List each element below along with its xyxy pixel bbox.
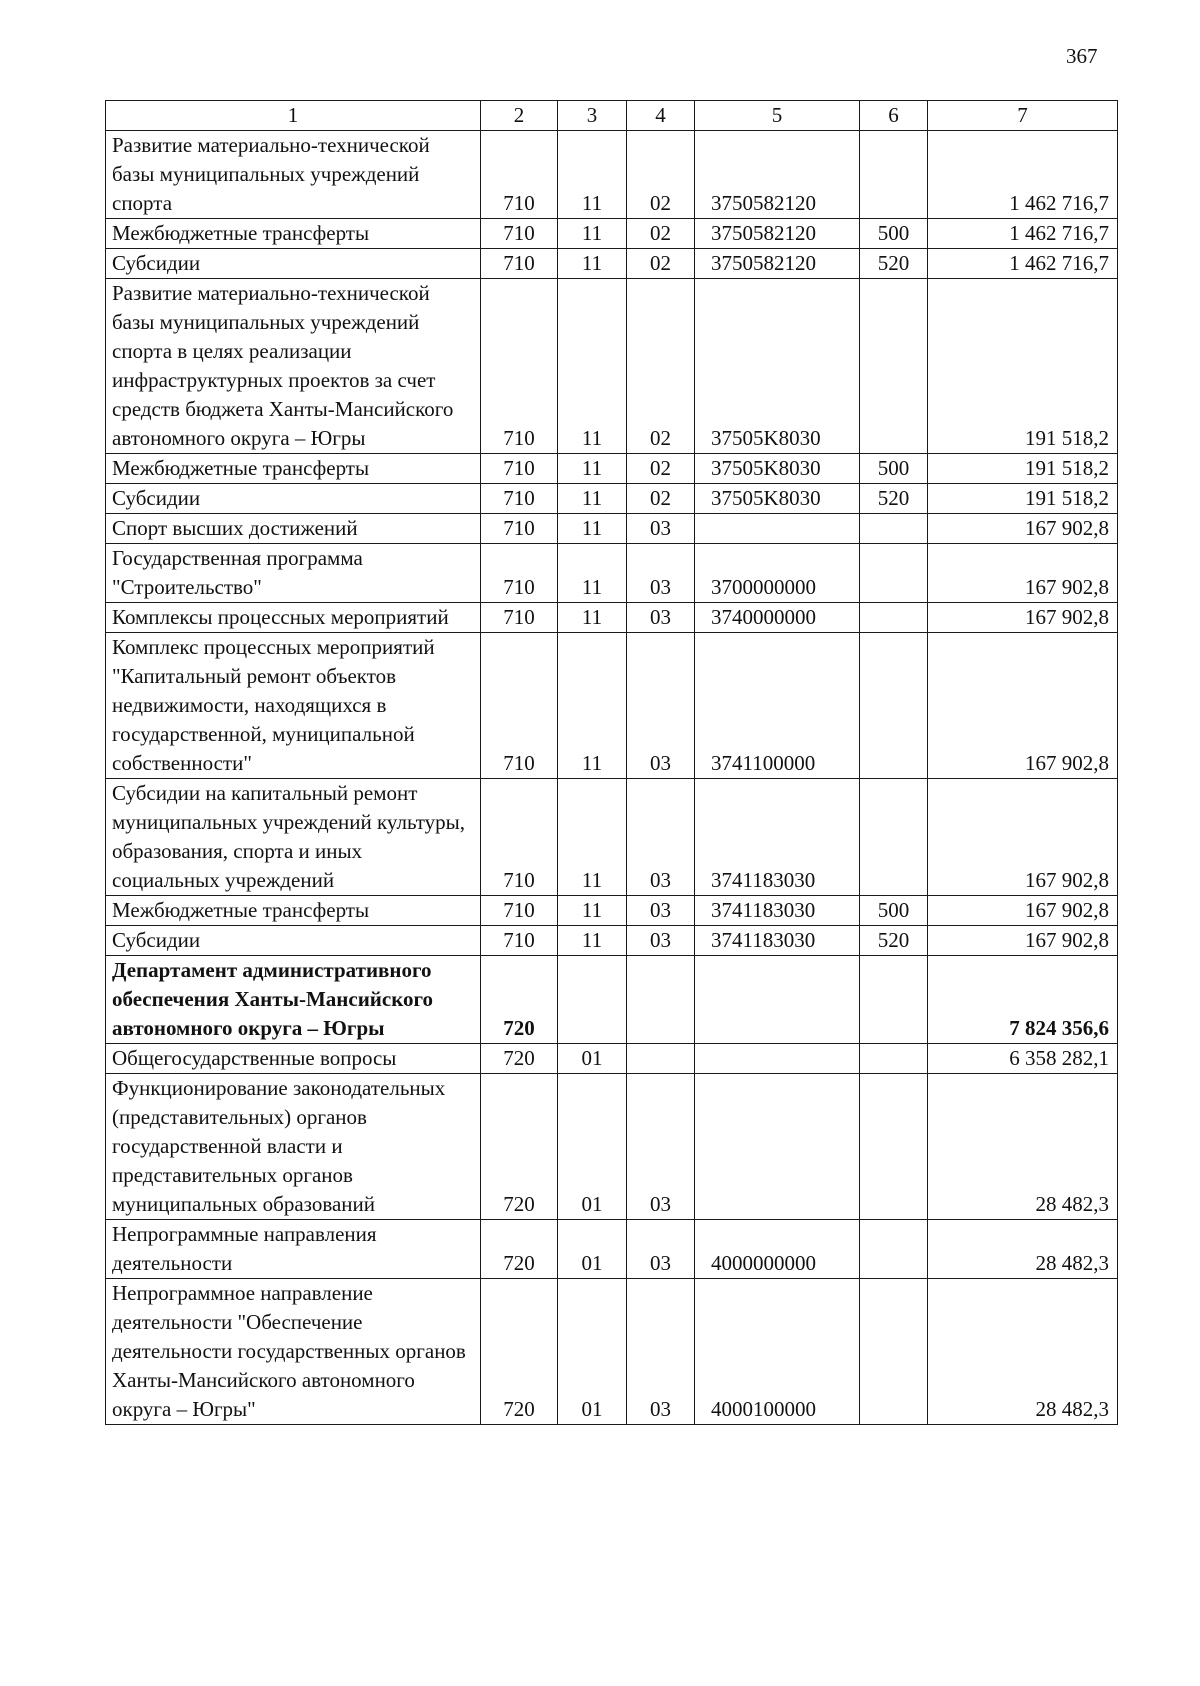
row-code-cell: 710 [481,249,558,279]
row-subsection-cell: 03 [627,779,695,896]
row-amount-cell: 167 902,8 [928,926,1118,956]
row-target-article-cell: 4000100000 [695,1279,860,1425]
row-amount-cell: 6 358 282,1 [928,1044,1118,1074]
row-section-cell: 11 [558,484,627,514]
row-code-cell: 710 [481,484,558,514]
row-target-article-cell [695,1074,860,1220]
row-expense-type-cell [860,603,928,633]
table-row [106,454,1118,484]
row-subsection-cell [627,956,695,1044]
row-code-cell: 720 [481,956,558,1044]
row-expense-type-cell: 520 [860,926,928,956]
row-amount-cell: 167 902,8 [928,779,1118,896]
row-section-cell: 01 [558,1220,627,1279]
table-row [106,1074,1118,1220]
row-amount-cell: 191 518,2 [928,484,1118,514]
row-target-article-cell: 3741183030 [695,926,860,956]
row-section-cell: 11 [558,131,627,219]
row-expense-type-cell [860,1044,928,1074]
row-name-cell: Субсидии [106,249,481,279]
page-number: 367 [1066,44,1098,68]
row-section-cell: 01 [558,1074,627,1220]
column-header: 7 [928,101,1118,131]
row-name-cell: Межбюджетные трансферты [106,896,481,926]
row-target-article-cell [695,514,860,544]
row-subsection-cell: 02 [627,219,695,249]
row-subsection-cell: 02 [627,249,695,279]
row-subsection-cell [627,1044,695,1074]
row-expense-type-cell [860,1220,928,1279]
row-subsection-cell: 03 [627,926,695,956]
row-name-cell: Субсидии [106,926,481,956]
row-target-article-cell: 3750582120 [695,219,860,249]
table-row [106,896,1118,926]
row-name-cell: Департамент административного обеспечения Ханты-Мансийского автономного округа – Югры [106,956,481,1044]
row-code-cell: 710 [481,454,558,484]
row-amount-cell: 1 462 716,7 [928,131,1118,219]
row-name-cell: Развитие материально-технической базы муниципальных учреждений спорта в целях реализации инфраструктурных проектов за счет средств бюджета Ханты-Мансийского автономного округа – Югры [106,279,481,454]
row-code-cell: 710 [481,219,558,249]
row-target-article-cell: 37505K8030 [695,279,860,454]
row-amount-cell: 28 482,3 [928,1074,1118,1220]
table-row [106,249,1118,279]
row-code-cell: 710 [481,633,558,779]
row-expense-type-cell [860,779,928,896]
table-row [106,1220,1118,1279]
row-expense-type-cell [860,956,928,1044]
row-code-cell: 720 [481,1279,558,1425]
table-row [106,603,1118,633]
row-amount-cell: 167 902,8 [928,514,1118,544]
table-row [106,926,1118,956]
row-expense-type-cell [860,544,928,603]
row-code-cell: 710 [481,544,558,603]
row-target-article-cell: 3750582120 [695,249,860,279]
row-subsection-cell: 03 [627,896,695,926]
row-name-cell: Комплекс процессных мероприятий "Капитальный ремонт объектов недвижимости, находящихся в государственной, муниципальной собственности" [106,633,481,779]
row-section-cell: 11 [558,279,627,454]
table-row [106,131,1118,219]
column-header: 1 [106,101,481,131]
table-body [106,131,1118,1425]
row-section-cell: 11 [558,779,627,896]
table-header-row [106,101,1118,131]
row-amount-cell: 28 482,3 [928,1220,1118,1279]
row-code-cell: 710 [481,779,558,896]
row-amount-cell: 167 902,8 [928,633,1118,779]
table-row [106,1279,1118,1425]
row-target-article-cell: 4000000000 [695,1220,860,1279]
row-code-cell: 710 [481,131,558,219]
row-code-cell: 710 [481,279,558,454]
table-row [106,484,1118,514]
row-section-cell: 11 [558,219,627,249]
row-name-cell: Межбюджетные трансферты [106,219,481,249]
table-row [106,279,1118,454]
row-code-cell: 720 [481,1220,558,1279]
row-name-cell: Субсидии на капитальный ремонт муниципальных учреждений культуры, образования, спорта и иных социальных учреждений [106,779,481,896]
row-expense-type-cell [860,131,928,219]
row-section-cell: 11 [558,603,627,633]
row-expense-type-cell [860,279,928,454]
row-section-cell: 11 [558,454,627,484]
row-amount-cell: 1 462 716,7 [928,219,1118,249]
column-header: 5 [695,101,860,131]
row-expense-type-cell: 500 [860,454,928,484]
row-target-article-cell: 3740000000 [695,603,860,633]
row-amount-cell: 167 902,8 [928,603,1118,633]
row-amount-cell: 167 902,8 [928,544,1118,603]
table-row [106,219,1118,249]
row-expense-type-cell: 520 [860,249,928,279]
row-name-cell: Субсидии [106,484,481,514]
table-row [106,633,1118,779]
column-header: 3 [558,101,627,131]
row-name-cell: Общегосударственные вопросы [106,1044,481,1074]
row-name-cell: Функционирование законодательных (представительных) органов государственной власти и представительных органов муниципальных образований [106,1074,481,1220]
row-subsection-cell: 02 [627,454,695,484]
row-section-cell: 11 [558,544,627,603]
row-code-cell: 720 [481,1074,558,1220]
table-row [106,1044,1118,1074]
row-subsection-cell: 03 [627,633,695,779]
row-expense-type-cell: 520 [860,484,928,514]
column-header: 6 [860,101,928,131]
row-expense-type-cell: 500 [860,896,928,926]
row-target-article-cell [695,956,860,1044]
table-row [106,544,1118,603]
row-target-article-cell: 3700000000 [695,544,860,603]
row-code-cell: 710 [481,603,558,633]
budget-table [105,100,1118,1425]
row-expense-type-cell [860,1279,928,1425]
row-name-cell: Спорт высших достижений [106,514,481,544]
row-section-cell: 01 [558,1044,627,1074]
row-target-article-cell: 37505K8030 [695,454,860,484]
row-target-article-cell: 3741183030 [695,779,860,896]
row-amount-cell: 191 518,2 [928,279,1118,454]
row-section-cell: 11 [558,249,627,279]
row-name-cell: Непрограммное направление деятельности "Обеспечение деятельности государственных органов Ханты-Мансийского автономного округа – Югры" [106,1279,481,1425]
row-code-cell: 710 [481,896,558,926]
row-subsection-cell: 03 [627,1220,695,1279]
row-name-cell: Межбюджетные трансферты [106,454,481,484]
row-subsection-cell: 03 [627,514,695,544]
row-section-cell: 11 [558,926,627,956]
column-header: 2 [481,101,558,131]
row-target-article-cell: 3750582120 [695,131,860,219]
row-subsection-cell: 02 [627,279,695,454]
table-row [106,956,1118,1044]
row-section-cell: 11 [558,514,627,544]
row-expense-type-cell [860,1074,928,1220]
row-subsection-cell: 03 [627,1279,695,1425]
column-header: 4 [627,101,695,131]
row-name-cell: Непрограммные направления деятельности [106,1220,481,1279]
row-expense-type-cell [860,633,928,779]
row-target-article-cell: 37505K8030 [695,484,860,514]
row-amount-cell: 7 824 356,6 [928,956,1118,1044]
row-subsection-cell: 03 [627,544,695,603]
row-subsection-cell: 03 [627,603,695,633]
row-section-cell: 11 [558,633,627,779]
row-target-article-cell [695,1044,860,1074]
row-subsection-cell: 02 [627,484,695,514]
row-section-cell [558,956,627,1044]
table-row [106,779,1118,896]
row-amount-cell: 191 518,2 [928,454,1118,484]
row-code-cell: 720 [481,1044,558,1074]
row-subsection-cell: 03 [627,1074,695,1220]
row-target-article-cell: 3741100000 [695,633,860,779]
row-name-cell: Развитие материально-технической базы муниципальных учреждений спорта [106,131,481,219]
table-row [106,514,1118,544]
row-section-cell: 01 [558,1279,627,1425]
row-target-article-cell: 3741183030 [695,896,860,926]
row-name-cell: Комплексы процессных мероприятий [106,603,481,633]
row-expense-type-cell [860,514,928,544]
row-amount-cell: 28 482,3 [928,1279,1118,1425]
row-subsection-cell: 02 [627,131,695,219]
row-name-cell: Государственная программа "Строительство" [106,544,481,603]
row-section-cell: 11 [558,896,627,926]
row-code-cell: 710 [481,514,558,544]
row-expense-type-cell: 500 [860,219,928,249]
row-code-cell: 710 [481,926,558,956]
row-amount-cell: 167 902,8 [928,896,1118,926]
row-amount-cell: 1 462 716,7 [928,249,1118,279]
